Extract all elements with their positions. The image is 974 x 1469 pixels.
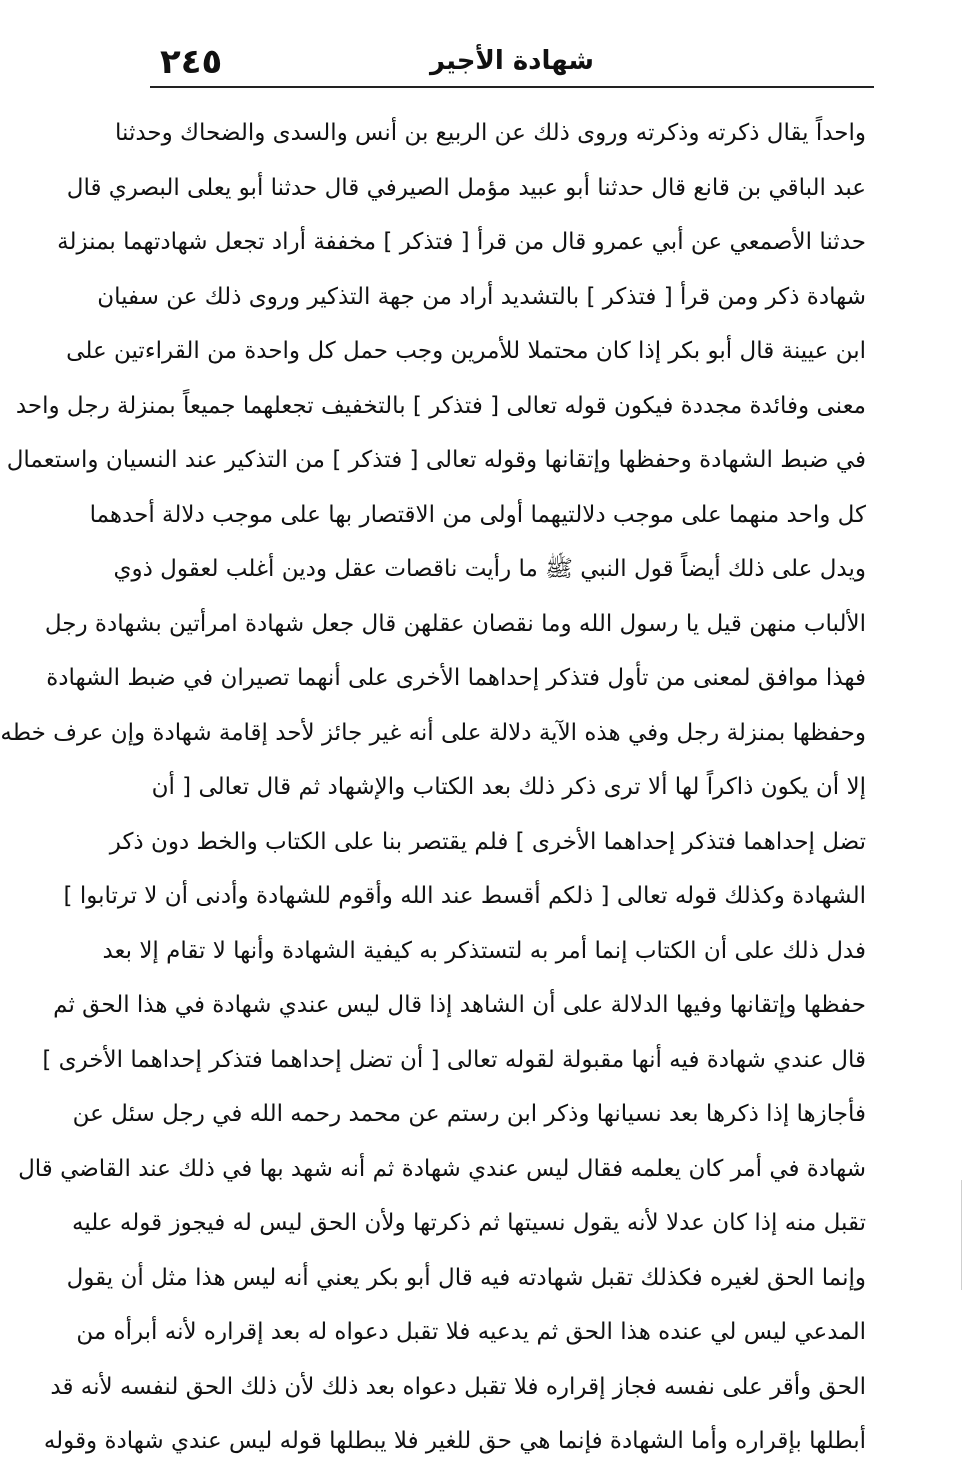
text-line: وحفظها بمنزلة رجل وفي هذه الآية دلالة على أنه غير جائز لأحد إقامة شهادة وإن عرف خطه: [0, 719, 866, 746]
text-line: تقبل منه إذا كان عدلا لأنه يقول نسيتها ثم ذكرتها ولأن الحق ليس له فيجوز قوله عليه: [72, 1210, 866, 1236]
text-line: الألباب منهن قيل يا رسول الله وما نقصان عقلهن قال جعل شهادة امرأتين بشهادة رجل: [44, 610, 866, 637]
running-title: شهادة الأجير: [429, 46, 595, 76]
text-line: المدعي ليس لي عنده هذا الحق ثم يدعيه فلا تقبل دعواه له بعد إقراره لأنه أبرأه من: [76, 1319, 866, 1345]
text-line: عبد الباقي بن قانع قال حدثنا أبو عبيد مؤمل الصيرفي قال حدثنا أبو يعلى البصري قال: [66, 174, 866, 201]
scan-edge-mark: [961, 1180, 962, 1290]
body-text: [0, 106, 866, 1469]
text-line: حدثنا الأصمعي عن أبي عمرو قال من قرأ [ فتذكر ] مخففة أراد تجعل شهادتهما بمنزلة: [57, 229, 866, 255]
text-line: معنى وفائدة مجددة فيكون قوله تعالى [ فتذكر ] بالتخفيف تجعلهما جميعاً بمنزلة رجل واحد: [15, 392, 866, 419]
text-line: قال عندي شهادة فيه أنها مقبولة لقوله تعالى [ أن تضل إحداهما فتذكر إحداهما الأخرى ]: [42, 1046, 866, 1073]
text-line: الشهادة وكذلك قوله تعالى [ ذلكم أقسط عند الله وأقوم للشهادة وأدنى أن لا ترتابوا ]: [63, 883, 866, 909]
text-line: شهادة في أمر كان يعلمه فقال ليس عندي شهادة ثم أنه شهد بها في ذلك عند القاضي قال: [18, 1155, 866, 1182]
text-line: واحداً يقال ذكرته وذكرته وروى ذلك عن الربيع بن أنس والسدى والضحاك وحدثنا: [115, 120, 866, 146]
text-line: كل واحد منهما على موجب دلالتيهما أولى من الاقتصار بها على موجب دلالة أحدهما: [89, 501, 866, 528]
text-line: فدل ذلك على أن الكتاب إنما أمر به لتستذكر به كيفية الشهادة وأنها لا تقام إلا بعد: [102, 937, 866, 964]
text-line: تضل إحداهما فتذكر إحداهما الأخرى ] فلم يقتصر بنا على الكتاب والخط دون ذكر: [109, 828, 866, 855]
text-line: فأجازها إذا ذكرها بعد نسيانها وذكر ابن رستم عن محمد رحمه الله في رجل سئل عن: [72, 1101, 866, 1127]
text-line: أبطلها بإقراره وأما الشهادة فإنما هي حق للغير فلا يبطلها قوله ليس عندي شهادة وقوله: [43, 1428, 866, 1454]
text-line: ويدل على ذلك أيضاً قول النبي ﷺ ما رأيت ناقصات عقل ودين أغلب لعقول ذوي: [113, 556, 866, 582]
text-line: إلا أن يكون ذاكراً لها ألا ترى ذكر ذلك بعد الكتاب والإشهاد ثم قال تعالى [ أن: [151, 774, 866, 800]
page-number: ٢٤٥: [160, 42, 223, 82]
text-line: ابن عيينة قال أبو بكر إذا كان محتملا للأمرين وجب حمل كل واحدة من القراءتين على: [66, 338, 866, 364]
text-line: شهادة ذكر ومن قرأ [ فتذكر ] بالتشديد أراد من جهة التذكير وروى ذلك عن سفيان: [97, 283, 866, 310]
page-header: [150, 36, 874, 86]
text-line: في ضبط الشهادة وحفظها وإتقانها وقوله تعالى [ فتذكر ] من التذكير عند النسيان واستعمال: [6, 447, 866, 473]
text-line: وإنما الحق لغيره فكذلك تقبل شهادته فيه قال أبو بكر يعني أنه ليس هذا مثل أن يقول: [66, 1264, 866, 1291]
text-line: فهذا موافق لمعنى من تأول فتذكر إحداهما الأخرى على أنهما تصيران في ضبط الشهادة: [46, 665, 866, 691]
header-rule: [150, 86, 874, 88]
text-line: حفظها وإتقانها وفيها الدلالة على أن الشاهد إذا قال ليس عندي شهادة في هذا الحق ثم: [53, 992, 866, 1018]
text-line: الحق وأقر على نفسه فجاز إقراره فلا تقبل دعواه بعد ذلك لأن ذلك الحق لنفسه لأنه قد: [50, 1373, 866, 1400]
